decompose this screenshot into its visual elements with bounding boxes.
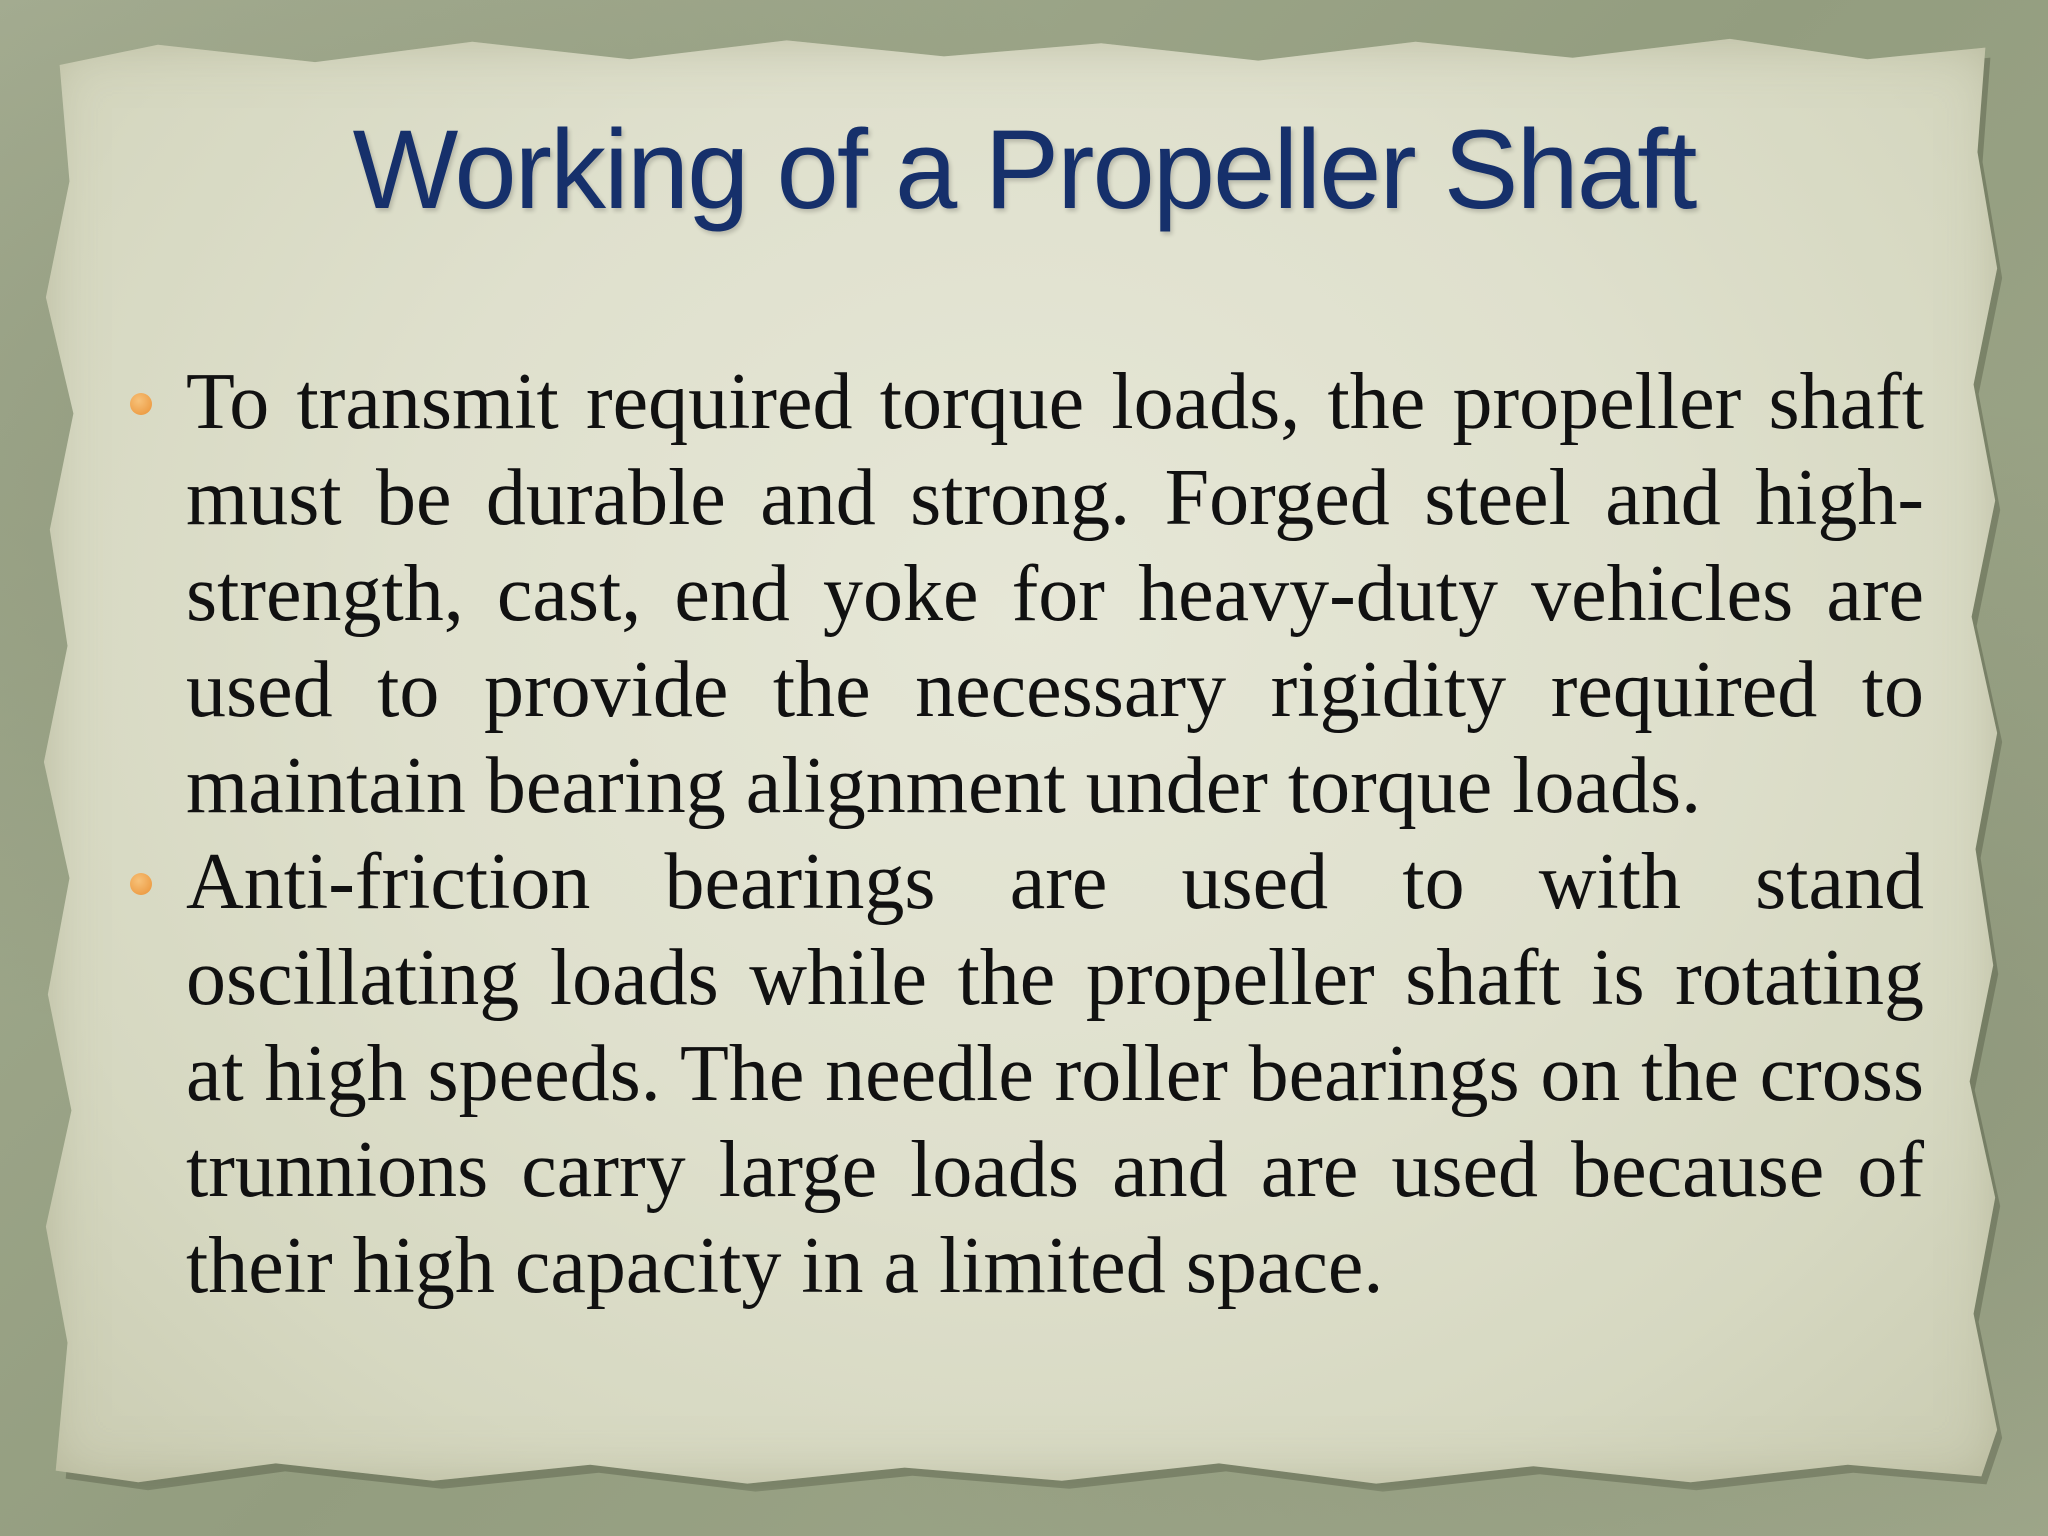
bullet-text: To transmit required torque loads, the propeller shaft must be durable and strong. Forged steel and high-strength, cast, end yoke for heavy-duty vehicles are used to provide the necessary rigidity required to maintain bearing alignment under torque loads. [186,358,1924,830]
bullet-item [186,834,1924,1314]
bullet-item [186,354,1924,834]
bullet-dot-icon [130,393,152,415]
bullet-text: Anti-friction bearings are used to with stand oscillating loads while the propeller shaft is rotating at high speeds. The needle roller bearings on the cross trunnions carry large loads and are used because of their high capacity in a limited space. [186,838,1924,1310]
bullet-list [186,354,1924,1314]
bullet-dot-icon [130,873,152,895]
slide-title: Working of a Propeller Shaft [352,107,1696,232]
